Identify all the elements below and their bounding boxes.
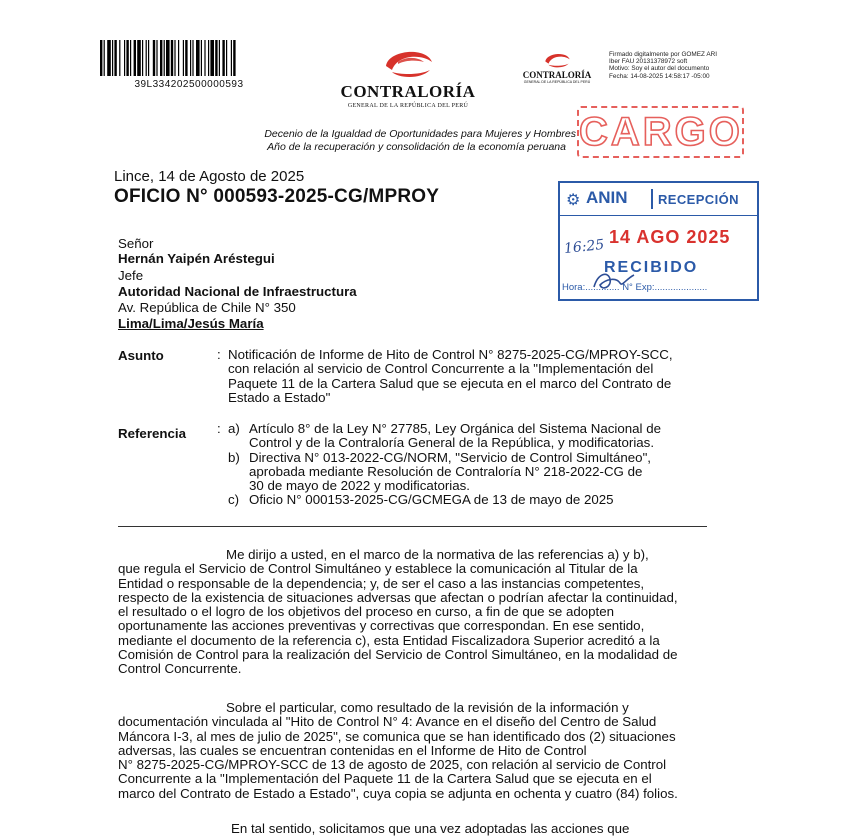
body-line: N° 8275-2025-CG/MPROY-SCC de 13 de agosto de 2025, con relación al servicio de Control [118,757,667,773]
subject-line: Estado a Estado" [228,389,331,405]
barcode-bar [222,40,224,76]
slogan-year: Año de la recuperación y consolidación de la economía peruana [267,141,566,153]
logo-name: CONTRALORÍA [340,82,476,101]
barcode-bar [130,40,131,76]
barcode-bar [171,40,173,76]
reference-label: Referencia [118,426,186,441]
barcode-number: 39L334202500000593 [134,79,244,90]
body-line: marco del Contrato de Estado a Estado", cuya copia se adjunta en ochenta y cuatro (84) folios. [118,785,678,801]
barcode-bar [100,40,102,76]
body-paragraph-2 [118,701,707,801]
recipient-name: Hernán Yaipén Aréstegui [118,251,275,266]
reception-stamp [558,181,759,301]
slogan-decade: Decenio de la Igualdad de Oportunidades para Mujeres y Hombres [264,128,576,140]
reference-line: Control y de la Contraloría General de la República, y modificatorias. [249,435,655,451]
body-line: mediante el documento de la referencia c), esta Entidad Fiscalizadora Superior acreditó a la [118,632,660,648]
stamp-exp-label: N° Exp: [622,282,655,293]
office-number: OFICIO N° 000593-2025-CG/MPROY [114,186,440,207]
signature-line: Iber FAU 20131378972 soft [609,58,688,66]
logo-small-name: CONTRALORÍA [522,70,592,80]
barcode-bar [164,40,165,76]
reference-key: c) [228,492,240,508]
barcode-bar [119,40,120,76]
digital-signature-block [609,51,717,80]
subject-line: con relación al servicio de Control Concurrente a la "Implementación del [228,361,654,377]
barcode-bar [219,40,220,76]
stamp-divider [651,189,653,209]
barcode-bar [231,40,232,76]
barcode-bar [210,40,214,76]
body-line: Máncora I-3, al mes de julio de 2025", se comunica que se han identificado dos (2) situaciones [118,728,676,744]
barcode-bar [112,40,113,76]
reference-line: Directiva N° 013-2022-CG/NORM, "Servicio de Control Simultáneo", [249,449,651,465]
reference-list [217,422,705,508]
barcode-bar [153,40,155,76]
barcode-bar [226,40,227,76]
subject-label: Asunto [118,348,164,363]
barcode-bar [114,40,116,76]
barcode-bar [134,40,136,76]
barcode-bar [142,40,143,76]
body-paragraph-1 [118,548,707,677]
body-line: respecto de la existencia de situaciones adversas que afectan o podrían afectar la continuidad, [118,589,678,605]
logo-small-subtitle: GENERAL DE LA REPÚBLICA DEL PERÚ [523,80,591,84]
body-line: Concurrente a la "Implementación del Paquete 11 de la Cartera Salud que se ejecuta en el [118,771,652,787]
body-line: Entidad o responsable de la dependencia; y, de ser el caso a las instancias competentes, [118,575,645,591]
recipient-salutation: Señor [118,236,154,251]
contraloria-arc-logo-icon [539,52,575,70]
body-line: documentación vinculada al "Hito de Control N° 4: Avance en el diseño del Centro de Salud [118,714,657,730]
body-line: Comisión de Control para la realización del Servicio de Control Simultáneo, en la modalidad de [118,647,678,663]
stamp-org: ANIN [586,188,628,207]
handwritten-signature [590,269,638,293]
signature-line: Firmado digitalmente por GOMEZ ARI [609,51,717,58]
barcode-bar [192,40,193,76]
barcode-bar [146,40,147,76]
section-divider [118,526,707,527]
contraloria-logo [338,48,478,109]
stamp-handwritten-time: 16:25 [563,236,606,258]
recipient-organization: Autoridad Nacional de Infraestructura [118,284,357,299]
barcode-bar [201,40,202,76]
barcode-bar [160,40,162,76]
barcode-bar [190,40,191,76]
place-date: Lince, 14 de Agosto de 2025 [114,168,305,185]
reference-line: aprobada mediante Resolución de Contraloría N° 218-2022-CG de [249,463,643,479]
contraloria-arc-logo-icon [378,48,438,82]
reference-line: Oficio N° 000153-2025-CG/GCMEGA de 13 de mayo de 2025 [249,492,614,508]
subject-text: : Notificación de Informe de Hito de Control N° 8275-2025-CG/MPROY-SCC, con relación al servicio de Control Concurrente a la "Implementación del Paquete 11 de la Cartera Salud que se ejecuta en el marco del Contrato de Estado a Estado" [217,348,705,405]
barcode-bar [215,40,217,76]
body-line: oportunamente las acciones preventivas y correctivas que correspondan. En ese sentido, [118,618,645,634]
recipient-address: Av. República de Chile N° 350 [118,300,296,315]
body-line: Me dirijo a usted, en el marco de la normativa de las referencias a) y b), [226,547,649,562]
body-line: que regula el Servicio de Control Simultáneo y establece la comunicación al Titular de la [118,561,638,577]
barcode-bar [233,40,235,76]
barcode-bar [183,40,184,76]
reference-item [217,493,705,507]
contraloria-logo-small [518,52,596,84]
reference-key: a) [228,421,240,436]
barcode-bar [185,40,187,76]
stamp-status: RECIBIDO [604,259,699,276]
barcode-bar [204,40,205,76]
reference-item [217,451,705,494]
stamp-date: 14 AGO 2025 [609,227,731,247]
stamp-label: RECEPCIÓN [658,192,739,207]
barcode-bar [156,40,157,76]
subject-line: Notificación de Informe de Hito de Control N° 8275-2025-CG/MPROY-SCC, [228,347,673,362]
barcode-bar [124,40,125,76]
cargo-stamp: CARGO [577,106,744,158]
body-line: Sobre el particular, como resultado de la revisión de la información y [226,700,629,715]
signature-line: Motivo: Soy el autor del documento [609,65,710,73]
recipient-position: Jefe [118,268,144,283]
barcode-bar [208,40,209,76]
anin-gear-icon: ⚙ [566,192,581,209]
barcode-bar [178,40,179,76]
barcode-bar [107,40,111,76]
body-line: el resultado o el logro de los objetivos del proceso en curso, a fin de que se adopten [118,604,615,620]
signature-line: Fecha: 14-08-2025 14:58:17 -05:00 [609,72,710,80]
reference-line: Artículo 8° de la Ley N° 27785, Ley Orgánica del Sistema Nacional de [249,421,661,436]
barcode-image [100,40,278,76]
body-line: Control Concurrente. [118,661,242,677]
barcode-bar [126,40,128,76]
reference-key: b) [228,449,240,465]
stamp-hora-label: Hora: [562,282,586,293]
barcode-bar [148,40,149,76]
recipient-location: Lima/Lima/Jesús María [118,316,264,331]
body-paragraph-3: En tal sentido, solicitamos que una vez adoptadas las acciones que [231,821,630,836]
reception-stamp-header [560,183,757,216]
barcode-bar [196,40,200,76]
reference-item: : a) Artículo 8° de la Ley N° 27785, Ley Orgánica del Sistema Nacional de Control y de la Contraloría General de la República, y modificatorias. [217,422,705,451]
body-line: adversas, las cuales se encuentran contenidas en el Informe de Hito de Control [118,742,587,758]
barcode-bar [137,40,141,76]
barcode-bar [166,40,170,76]
reference-line: 30 de mayo de 2022 y modificatorias. [249,478,471,494]
stamp-hora-line: Hora:............. N° Exp:.................... [562,282,708,293]
subject-line: Paquete 11 de la Cartera Salud que se ejecuta en el marco del Contrato de [228,375,672,391]
barcode-bar [104,40,105,76]
logo-subtitle: GENERAL DE LA REPÚBLICA DEL PERÚ [347,103,469,109]
barcode-bar [174,40,175,76]
